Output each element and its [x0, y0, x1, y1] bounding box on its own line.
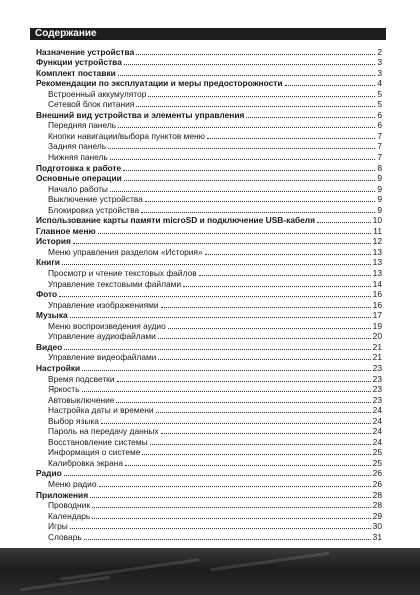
dot-leader: [82, 391, 371, 392]
toc-entry[interactable]: [36, 457, 382, 468]
toc-entry-title: История: [36, 236, 71, 247]
dot-leader: [92, 518, 370, 519]
toc-entry[interactable]: [36, 436, 382, 447]
toc-entry-page: 8: [377, 162, 382, 173]
toc-entry-title: Игры: [48, 521, 68, 532]
dot-leader: [62, 264, 371, 265]
dot-leader: [64, 475, 371, 476]
dot-leader: [110, 159, 376, 160]
dot-leader: [123, 170, 375, 171]
toc-entry-title: Меню воспроизведения аудио: [48, 320, 166, 331]
toc-entry-title: Передняя панель: [48, 120, 117, 131]
toc-entry-page: 3: [377, 57, 382, 68]
toc-entry-title: Автовыключение: [48, 394, 115, 405]
toc-entry-page: 25: [372, 457, 382, 468]
toc-entry-title: Управление изображениями: [48, 299, 159, 310]
dot-leader: [73, 243, 371, 244]
toc-entry-page: 9: [377, 173, 382, 184]
toc-entry-title: Восстановление системы: [48, 436, 148, 447]
toc-entry[interactable]: [36, 225, 382, 236]
toc-entry[interactable]: [36, 257, 382, 268]
toc-entry-title: Управление аудиофайлами: [48, 331, 156, 342]
toc-entry-page: 6: [377, 109, 382, 120]
toc-entry[interactable]: [36, 278, 382, 289]
toc-entry[interactable]: [36, 521, 382, 532]
toc-entry-title: Калибровка экрана: [48, 457, 124, 468]
toc-entry-page: 24: [372, 415, 382, 426]
toc-entry-title: Функции устройства: [36, 57, 122, 68]
toc-entry-page: 7: [377, 141, 382, 152]
dot-leader: [124, 64, 375, 65]
toc-entry-title: Книги: [36, 257, 60, 268]
toc-entry-title: Блокировка устройства: [48, 204, 140, 215]
dot-leader: [136, 54, 375, 55]
toc-entry-title: Время подсветки: [48, 373, 115, 384]
toc-entry-title: Настройки: [36, 362, 81, 373]
toc-entry-page: 28: [372, 500, 382, 511]
toc-entry-page: 28: [372, 489, 382, 500]
toc-entry[interactable]: [36, 394, 382, 405]
toc-entry[interactable]: [36, 78, 382, 89]
toc-entry-page: 24: [372, 405, 382, 416]
dot-leader: [99, 486, 371, 487]
toc-entry-title: Радио: [36, 468, 62, 479]
toc-entry-title: Комплект поставки: [36, 67, 116, 78]
dot-leader: [246, 117, 375, 118]
toc-entry-page: 7: [377, 152, 382, 163]
toc-entry[interactable]: [36, 500, 382, 511]
toc-entry[interactable]: [36, 67, 382, 78]
table-of-contents: [36, 46, 382, 542]
toc-entry-page: 30: [372, 521, 382, 532]
toc-entry[interactable]: [36, 183, 382, 194]
toc-entry-page: 23: [372, 362, 382, 373]
dot-leader: [70, 317, 371, 318]
toc-entry-title: Музыка: [36, 310, 68, 321]
toc-entry[interactable]: [36, 447, 382, 458]
toc-entry-page: 4: [377, 78, 382, 89]
dot-leader: [92, 507, 371, 508]
toc-entry-page: 7: [377, 130, 382, 141]
toc-entry-page: 24: [372, 426, 382, 437]
toc-entry-title: Основные операции: [36, 173, 122, 184]
toc-entry-page: 13: [372, 268, 382, 279]
toc-entry[interactable]: [36, 173, 382, 184]
toc-entry[interactable]: [36, 341, 382, 352]
toc-entry[interactable]: [36, 141, 382, 152]
toc-entry[interactable]: [36, 267, 382, 278]
dot-leader: [199, 275, 371, 276]
toc-entry-page: 13: [372, 257, 382, 268]
dot-leader: [59, 296, 371, 297]
toc-entry-title: Настройка даты и времени: [48, 405, 154, 416]
toc-entry-page: 23: [372, 373, 382, 384]
toc-entry[interactable]: [36, 362, 382, 373]
toc-entry-title: Задняя панель: [48, 141, 107, 152]
dot-leader: [82, 370, 370, 371]
dot-leader: [118, 75, 376, 76]
toc-entry-page: 19: [372, 320, 382, 331]
dot-leader: [168, 328, 371, 329]
toc-entry-page: 29: [372, 510, 382, 521]
dot-leader: [317, 222, 371, 223]
dot-leader: [285, 85, 376, 86]
toc-entry[interactable]: [36, 384, 382, 395]
dot-leader: [158, 338, 371, 339]
dot-leader: [84, 539, 371, 540]
toc-entry[interactable]: [36, 88, 382, 99]
dot-leader: [207, 138, 375, 139]
section-title: Содержание: [35, 28, 97, 39]
toc-entry-title: Пароль на передачу данных: [48, 426, 159, 437]
toc-entry[interactable]: [36, 204, 382, 215]
toc-entry[interactable]: [36, 151, 382, 162]
toc-entry-page: 9: [377, 194, 382, 205]
toc-entry-page: 14: [372, 278, 382, 289]
toc-entry[interactable]: [36, 415, 382, 426]
toc-entry-page: 6: [377, 120, 382, 131]
toc-entry-page: 13: [372, 246, 382, 257]
toc-entry[interactable]: [36, 426, 382, 437]
toc-entry[interactable]: [36, 478, 382, 489]
toc-entry-title: Сетевой блок питания: [48, 99, 135, 110]
toc-entry[interactable]: [36, 352, 382, 363]
toc-entry-title: Фото: [36, 289, 58, 300]
toc-entry-title: Использование карты памяти microSD и подключение USB-кабеля: [36, 215, 316, 226]
toc-entry-page: 5: [377, 99, 382, 110]
toc-entry-title: Меню радио: [48, 478, 97, 489]
toc-entry[interactable]: [36, 57, 382, 68]
toc-entry-page: 20: [372, 331, 382, 342]
toc-entry-title: Словарь: [48, 531, 82, 542]
dot-leader: [158, 359, 370, 360]
toc-entry-page: 2: [377, 46, 382, 57]
dot-leader: [145, 201, 376, 202]
toc-entry-title: Управление видеофайлами: [48, 352, 157, 363]
dot-leader: [136, 106, 375, 107]
dot-leader: [90, 497, 371, 498]
toc-entry[interactable]: [36, 531, 382, 542]
toc-entry-page: 21: [372, 341, 382, 352]
dot-leader: [148, 96, 375, 97]
toc-entry-title: Видео: [36, 341, 63, 352]
dot-leader: [183, 286, 371, 287]
dot-leader: [70, 528, 371, 529]
dot-leader: [110, 191, 375, 192]
toc-entry-page: 3: [377, 67, 382, 78]
toc-entry-title: Просмотр и чтение текстовых файлов: [48, 268, 197, 279]
toc-entry[interactable]: [36, 289, 382, 300]
toc-entry-page: 31: [372, 531, 382, 542]
toc-entry[interactable]: [36, 405, 382, 416]
dot-leader: [101, 423, 371, 424]
dot-leader: [161, 433, 371, 434]
toc-entry-title: Информация о системе: [48, 447, 141, 458]
dot-leader: [117, 381, 371, 382]
dot-leader: [161, 307, 371, 308]
dot-leader: [98, 233, 372, 234]
toc-entry-page: 24: [372, 436, 382, 447]
toc-entry-title: Кнопки навигации/выбора пунктов меню: [48, 130, 205, 141]
dot-leader: [124, 180, 376, 181]
toc-entry-title: Приложения: [36, 489, 89, 500]
toc-entry-title: Яркость: [48, 384, 80, 395]
toc-entry-title: Управление текстовыми файлами: [48, 278, 182, 289]
toc-entry-title: Меню управления разделом «История»: [48, 246, 203, 257]
toc-entry-title: Внешний вид устройства и элементы управления: [36, 109, 245, 120]
toc-entry-page: 23: [372, 394, 382, 405]
toc-entry-page: 23: [372, 384, 382, 395]
toc-entry-page: 16: [372, 289, 382, 300]
toc-entry-title: Проводник: [48, 500, 91, 511]
toc-entry-page: 26: [372, 478, 382, 489]
toc-entry-title: Встроенный аккумулятор: [48, 88, 147, 99]
toc-entry-page: 16: [372, 299, 382, 310]
toc-entry[interactable]: [36, 310, 382, 321]
section-header: [30, 28, 386, 40]
toc-entry[interactable]: [36, 468, 382, 479]
toc-entry-page: 12: [372, 236, 382, 247]
toc-entry[interactable]: [36, 246, 382, 257]
dot-leader: [205, 254, 371, 255]
toc-entry-page: 9: [377, 204, 382, 215]
toc-entry[interactable]: [36, 120, 382, 131]
dot-leader: [118, 127, 375, 128]
toc-entry[interactable]: [36, 46, 382, 57]
dot-leader: [125, 465, 371, 466]
toc-entry-title: Календарь: [48, 510, 91, 521]
footer-decoration: [0, 548, 420, 595]
toc-entry-page: 25: [372, 447, 382, 458]
toc-entry-page: 21: [372, 352, 382, 363]
toc-entry-page: 26: [372, 468, 382, 479]
toc-entry[interactable]: [36, 162, 382, 173]
dot-leader: [156, 412, 371, 413]
toc-entry-title: Начало работы: [48, 183, 108, 194]
toc-entry-title: Главное меню: [36, 225, 96, 236]
toc-entry[interactable]: [36, 320, 382, 331]
toc-entry-page: 5: [377, 88, 382, 99]
toc-entry-title: Назначение устройства: [36, 46, 135, 57]
dot-leader: [141, 212, 375, 213]
dot-leader: [142, 454, 370, 455]
toc-entry-page: 11: [373, 225, 382, 236]
toc-entry[interactable]: [36, 236, 382, 247]
toc-entry-page: 9: [377, 183, 382, 194]
toc-entry[interactable]: [36, 510, 382, 521]
toc-entry-title: Выключение устройства: [48, 194, 143, 205]
toc-entry[interactable]: [36, 194, 382, 205]
dot-leader: [116, 402, 370, 403]
toc-entry[interactable]: [36, 489, 382, 500]
toc-entry[interactable]: [36, 373, 382, 384]
toc-entry[interactable]: [36, 130, 382, 141]
toc-entry[interactable]: [36, 109, 382, 120]
toc-entry[interactable]: [36, 331, 382, 342]
toc-entry-page: 17: [372, 310, 382, 321]
toc-entry-title: Рекомендации по эксплуатации и меры предосторожности: [36, 78, 283, 89]
toc-entry[interactable]: [36, 99, 382, 110]
toc-entry-page: 10: [372, 215, 382, 226]
toc-entry-title: Нижняя панель: [48, 152, 108, 163]
toc-entry-title: Подготовка к работе: [36, 162, 122, 173]
toc-entry[interactable]: [36, 299, 382, 310]
dot-leader: [64, 349, 370, 350]
toc-entry[interactable]: [36, 215, 382, 226]
dot-leader: [150, 444, 371, 445]
toc-entry-title: Выбор языка: [48, 415, 99, 426]
dot-leader: [108, 148, 375, 149]
